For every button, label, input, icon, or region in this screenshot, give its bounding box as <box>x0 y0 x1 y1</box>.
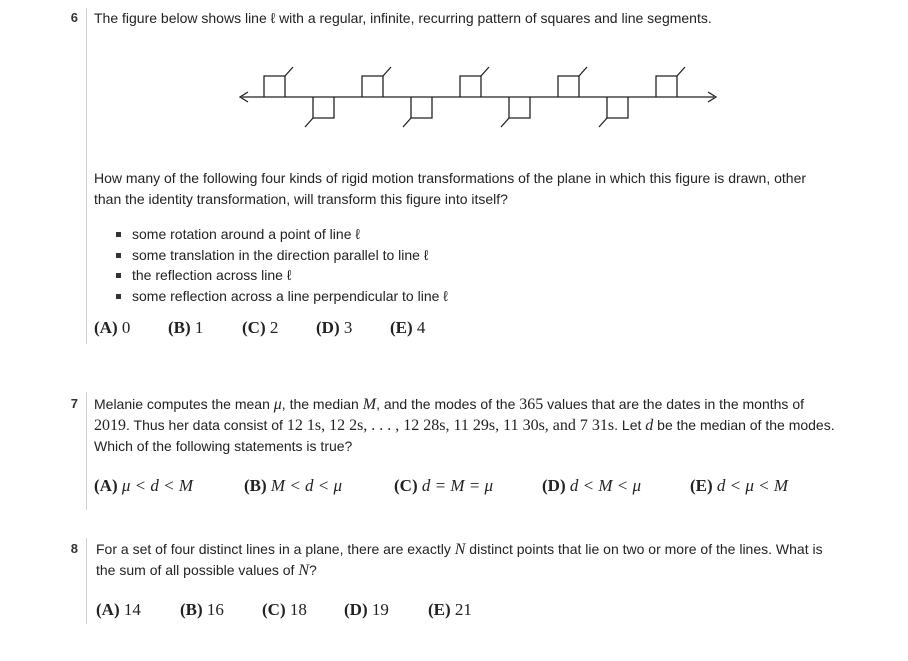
lower-square <box>313 97 334 118</box>
arrow-right-icon <box>708 92 716 102</box>
upper-tick <box>285 67 293 76</box>
list-item: some rotation around a point of line ℓ <box>114 224 448 245</box>
problem-stem: The figure below shows line ℓ with a regular, infinite, recurring pattern of squares and line segments. <box>94 10 712 26</box>
lower-square <box>607 97 628 118</box>
lower-square <box>509 97 530 118</box>
problem-stem: For a set of four distinct lines in a plane, there are exactly N distinct points that lie on two or more of the lines. What is the sum of all possible values of N? <box>96 541 823 579</box>
choice-a[interactable]: (A) 0 <box>94 318 131 337</box>
lower-tick <box>403 118 411 127</box>
upper-tick <box>579 67 587 76</box>
problem-divider <box>86 392 87 510</box>
choice-e[interactable]: (E) 4 <box>390 318 426 337</box>
list-item: some reflection across a line perpendicular to line ℓ <box>114 286 448 307</box>
list-item: some translation in the direction parallel to line ℓ <box>114 245 448 266</box>
problem-stem: Melanie computes the mean μ, the median M, and the modes of the 365 values that are the dates in the months of 2019. Thus her data consist of 12 1s, 12 2s, . . . , 12 28s, 11 29s, 11 30s, and 7 31s. Let d be the median of the modes. Which of the following statements is true? <box>94 396 835 454</box>
lower-tick <box>599 118 607 127</box>
choice-d[interactable]: (D) 3 <box>316 318 353 337</box>
lower-tick <box>305 118 313 127</box>
choice-e[interactable]: (E) 21 <box>428 600 472 619</box>
upper-square <box>264 76 285 97</box>
choice-e[interactable]: (E) d < μ < M <box>690 476 789 495</box>
upper-square <box>362 76 383 97</box>
choice-b[interactable]: (B) 16 <box>180 600 224 619</box>
lower-square <box>411 97 432 118</box>
problem-divider <box>86 8 87 344</box>
choice-a[interactable]: (A) 14 <box>96 600 141 619</box>
choice-b[interactable]: (B) M < d < μ <box>244 476 343 495</box>
choice-d[interactable]: (D) 19 <box>344 600 389 619</box>
problem-number: 7 <box>70 396 78 411</box>
choice-b[interactable]: (B) 1 <box>168 318 204 337</box>
choice-c[interactable]: (C) 2 <box>242 318 279 337</box>
upper-square <box>656 76 677 97</box>
problem-number: 8 <box>70 541 78 556</box>
transformation-list <box>114 224 448 306</box>
choice-c[interactable]: (C) d = M = μ <box>394 476 493 495</box>
arrow-left-icon <box>240 92 248 102</box>
lower-tick <box>501 118 509 127</box>
upper-square <box>460 76 481 97</box>
upper-tick <box>383 67 391 76</box>
problem-divider <box>86 538 87 624</box>
problem-number: 6 <box>70 10 78 25</box>
choice-d[interactable]: (D) d < M < μ <box>542 476 641 495</box>
upper-tick <box>677 67 685 76</box>
problem-question: How many of the following four kinds of rigid motion transformations of the plane in which this figure is drawn, other than the identity transformation, will transform this figure into itself? <box>94 170 807 207</box>
list-item: the reflection across line ℓ <box>114 265 448 286</box>
choice-a[interactable]: (A) μ < d < M <box>94 476 193 495</box>
upper-square <box>558 76 579 97</box>
upper-tick <box>481 67 489 76</box>
choice-c[interactable]: (C) 18 <box>262 600 307 619</box>
